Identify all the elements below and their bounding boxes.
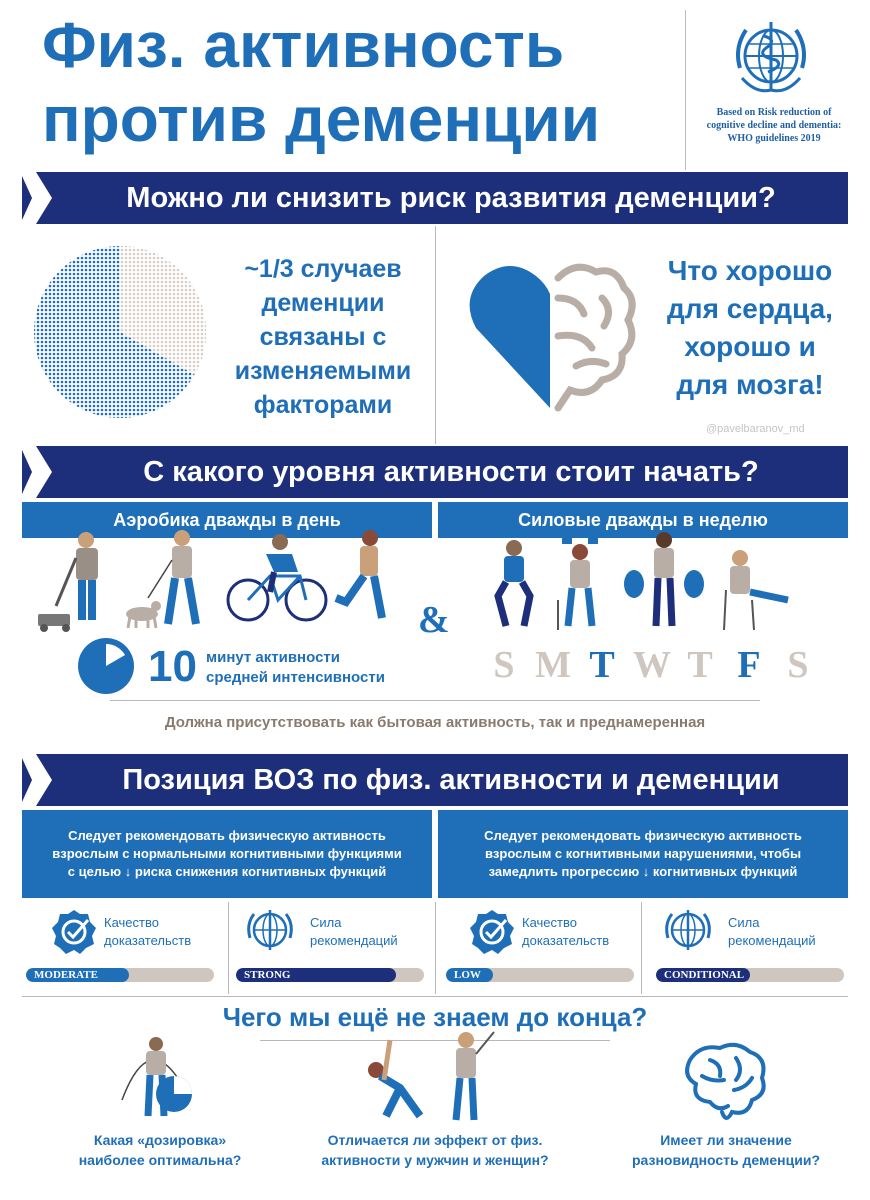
rating-label [522, 914, 609, 950]
rating-label-line: рекомендаций [310, 933, 398, 948]
minutes-line: минут активности [206, 649, 340, 666]
rating-bar-low [446, 968, 634, 982]
minutes-count: 10 [148, 642, 197, 691]
strength-header: Силовые дважды в неделю [438, 502, 848, 538]
author-handle: @pavelbaranov_md [706, 423, 805, 435]
rating-label-line: Качество [522, 915, 577, 930]
rating-value: LOW [454, 969, 481, 981]
person-squat-icon [498, 540, 530, 626]
person-leg-extension-icon [724, 550, 788, 630]
divider [641, 902, 642, 994]
rec-line: замедлить прогрессию ↓ когнитивных функций [488, 864, 798, 879]
rating-label-line: Сила [310, 915, 342, 930]
page-title [42, 8, 662, 156]
unknowns-title: Чего мы ещё не знаем до конца? [222, 1002, 648, 1032]
minutes-description [206, 648, 436, 688]
timer-icon [76, 636, 136, 696]
question-sex-difference [290, 1130, 580, 1170]
slogan-line: для мозга! [676, 369, 824, 400]
who-source-box [685, 10, 855, 170]
person-dumbbell-icon [558, 538, 598, 630]
question-line: Имеет ли значение [660, 1132, 792, 1148]
section-banner-who-position [22, 754, 848, 806]
man-woman-exercise-icon [356, 1026, 516, 1126]
rating-value: STRONG [244, 969, 291, 981]
question-dosage [40, 1130, 280, 1170]
rating-label-line: Сила [728, 915, 760, 930]
pie-chart-one-third [32, 244, 208, 420]
person-running-icon [336, 530, 382, 618]
slogan-line: Что хорошо [667, 255, 833, 286]
weekday-letter: T [589, 644, 615, 686]
who-note-line: Based on Risk reduction of [716, 107, 832, 118]
chevron-right-icon [22, 172, 54, 224]
question-line: активности у мужчин и женщин? [321, 1152, 549, 1168]
who-emblem-icon [660, 906, 716, 956]
recommendation-cognitive-impairment [438, 810, 848, 898]
weekday-letter: F [737, 644, 761, 686]
activity-note: Должна присутствовать как бытовая активность, так и преднамеренная [164, 714, 706, 731]
heart-brain-slogan [640, 252, 860, 404]
strength-figures-illustration [488, 530, 818, 638]
rating-value: CONDITIONAL [664, 969, 745, 981]
banner-text: С какого уровня активности стоит начать? [143, 455, 759, 488]
divider [22, 996, 848, 997]
rating-label [310, 914, 398, 950]
divider [110, 700, 760, 701]
chevron-right-icon [22, 446, 54, 498]
rating-label-line: доказательств [104, 933, 192, 948]
rec-line: взрослым с нормальными когнитивными функциями [52, 846, 402, 861]
weekday-letter: S [493, 644, 515, 686]
person-cycling-icon [228, 534, 326, 620]
weekdays-row [486, 643, 816, 687]
who-emblem-icon [726, 18, 816, 102]
rating-label-line: доказательств [522, 933, 610, 948]
rec-line: с целью ↓ риска снижения когнитивных функций [67, 864, 387, 879]
rec-line: взрослым с когнитивными нарушениями, чтобы [484, 846, 802, 861]
banner-text: Позиция ВОЗ по физ. активности и деменции [122, 763, 780, 796]
rating-label-line: Качество [104, 915, 159, 930]
section-banner-risk [22, 172, 848, 224]
recommendation-normal-cognition [22, 810, 432, 898]
stat-line: деменции [261, 289, 385, 317]
aerobic-figures-illustration [30, 528, 430, 640]
target-check-icon [468, 908, 516, 956]
divider [228, 902, 229, 994]
person-mowing-icon [38, 532, 98, 632]
banner-text: Можно ли снизить риск развития деменции? [126, 181, 776, 214]
question-line: Отличается ли эффект от физ. [327, 1132, 543, 1148]
rec-line: Следует рекомендовать физическую активность [68, 828, 386, 843]
who-note-line: cognitive decline and dementia: [706, 120, 842, 131]
person-walking-dog-icon [126, 530, 196, 628]
section-banner-activity-level [22, 446, 848, 498]
who-emblem-icon [242, 906, 298, 956]
weekday-letter: T [687, 644, 713, 686]
who-note-line: WHO guidelines 2019 [727, 133, 821, 144]
weekday-letter: S [787, 644, 809, 686]
rating-value: MODERATE [34, 969, 98, 981]
rating-label [728, 914, 816, 950]
question-dementia-type [596, 1130, 856, 1170]
rating-label-line: рекомендаций [728, 933, 816, 948]
question-line: наиболее оптимальна? [78, 1152, 242, 1168]
chevron-right-icon [22, 754, 54, 806]
who-source-note [694, 106, 854, 145]
heart-brain-icon [466, 258, 638, 418]
person-carrying-bags-icon [624, 532, 704, 626]
rating-label [104, 914, 191, 950]
ampersand: & [418, 599, 450, 641]
title-line-2: против деменции [42, 83, 601, 155]
slogan-line: для сердца, [667, 293, 833, 324]
target-check-icon [50, 908, 98, 956]
stat-line: изменяемыми [234, 357, 412, 385]
slogan-line: хорошо и [684, 331, 816, 362]
stat-line: ~1/3 случаев [244, 255, 402, 283]
rec-line: Следует рекомендовать физическую активность [484, 828, 802, 843]
rating-bar-conditional [656, 968, 844, 982]
brain-icon [676, 1040, 772, 1124]
minutes-line: средней интенсивности [206, 669, 385, 686]
rating-bar-strong [236, 968, 424, 982]
question-line: Какая «дозировка» [93, 1132, 227, 1148]
weekday-letter: W [633, 644, 671, 686]
question-line: разновидность деменции? [632, 1152, 820, 1168]
title-line-1: Физ. активность [42, 9, 565, 81]
stat-line: связаны с [259, 323, 387, 351]
rating-bar-moderate [26, 968, 214, 982]
stat-line: факторами [253, 391, 393, 419]
stat-one-third [208, 252, 438, 422]
aerobic-header: Аэробика дважды в день [22, 502, 432, 538]
divider [435, 902, 436, 994]
weekday-letter: M [535, 644, 571, 686]
jump-rope-clock-icon [112, 1030, 208, 1126]
